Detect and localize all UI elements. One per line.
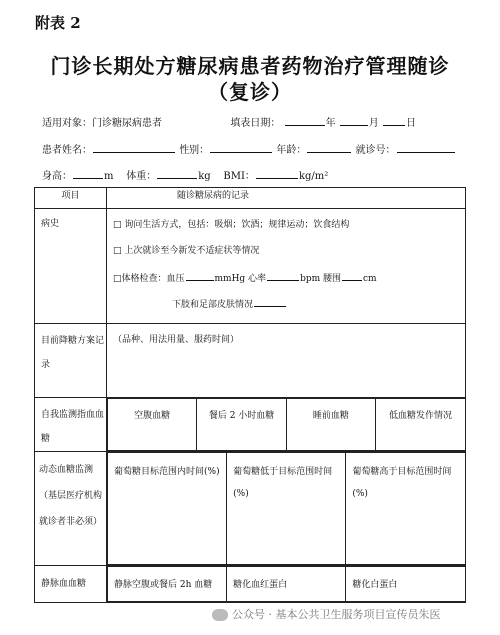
dynamic-monitor-grid <box>107 452 465 565</box>
weight-unit: kg <box>198 171 211 182</box>
form-title: 门诊长期处方糖尿病患者药物治疗管理随诊 <box>50 54 450 78</box>
watermark-text: 公众号 · 基本公共卫生服务项目宣传员朱医 <box>232 608 441 621</box>
foot-skin-label: 下肢和足部皮肤情况 <box>172 300 254 310</box>
current-plan-cell[interactable]: （品种、用法用量、服药时间） <box>107 324 466 398</box>
foot-skin-field[interactable] <box>254 295 286 307</box>
wechat-icon <box>212 609 228 621</box>
height-field[interactable] <box>73 167 103 179</box>
waist-unit: cm <box>362 274 377 284</box>
history-line-exam[interactable] <box>113 269 377 284</box>
patient-name-field[interactable] <box>93 141 175 153</box>
patient-row <box>42 141 456 156</box>
height-unit: m <box>104 171 114 182</box>
day-field[interactable] <box>383 114 405 126</box>
dynamic-monitor-row <box>35 452 466 566</box>
history-row <box>35 209 466 324</box>
attachment-label: 附表 2 <box>35 14 81 32</box>
hypoglycemia-cell[interactable]: 低血糖发作情况 <box>376 399 465 451</box>
bp-field[interactable] <box>186 269 214 281</box>
bmi-field[interactable] <box>256 167 298 179</box>
month-label: 月 <box>368 118 379 129</box>
history-line-foot[interactable] <box>172 295 287 310</box>
bmi-label: BMI： <box>223 171 255 182</box>
self-monitor-grid <box>107 398 465 451</box>
exam-bp-label: □体格检查：血压 <box>113 274 185 284</box>
visit-no-field[interactable] <box>397 141 455 153</box>
history-line-symptoms[interactable]: □ 上次就诊至今新发不适症状等情况 <box>113 246 260 256</box>
applicable-row <box>42 114 416 129</box>
history-cell <box>107 209 466 324</box>
exam-waist-label: bpm 腰围 <box>300 274 341 284</box>
watermark <box>212 606 441 622</box>
measure-row <box>42 167 328 182</box>
self-monitor-row <box>35 398 466 452</box>
year-field[interactable] <box>285 114 325 126</box>
fill-date-label: 填表日期： <box>230 118 281 129</box>
gender-label: 性别： <box>179 145 210 156</box>
age-label: 年龄： <box>276 145 307 156</box>
day-label: 日 <box>405 118 416 129</box>
venous-row <box>35 566 466 603</box>
venous-grid <box>107 566 465 602</box>
history-label: 病史 <box>35 209 107 324</box>
header-item: 项目 <box>35 188 107 209</box>
followup-table <box>34 187 466 603</box>
tbr-cell[interactable]: 葡萄糖低于目标范围时间(%) <box>227 453 346 565</box>
venous-label: 静脉血血糖 <box>35 566 107 603</box>
month-field[interactable] <box>340 114 368 126</box>
tir-cell[interactable]: 葡萄糖目标范围内时间(%) <box>108 453 227 565</box>
table-header-row <box>35 188 466 209</box>
patient-name-label: 患者姓名： <box>42 145 92 156</box>
form-subtitle: （复诊） <box>208 80 292 104</box>
history-line-lifestyle[interactable]: □ 询问生活方式，包括：吸烟；饮酒；规律运动；饮食结构 <box>113 220 350 230</box>
current-plan-row <box>35 324 466 398</box>
venous-glucose-cell[interactable]: 静脉空腹或餐后 2h 血糖 <box>108 567 227 602</box>
hr-field[interactable] <box>267 269 299 281</box>
bmi-unit: kg/m² <box>298 171 329 182</box>
hba1c-cell[interactable]: 糖化血红蛋白 <box>227 567 346 602</box>
waist-field[interactable] <box>342 269 362 281</box>
fasting-glucose-cell[interactable]: 空腹血糖 <box>108 399 197 451</box>
weight-field[interactable] <box>157 167 197 179</box>
dynamic-monitor-label: 动态血糖监测（基层医疗机构就诊者非必须） <box>35 452 107 566</box>
gender-field[interactable] <box>210 141 272 153</box>
self-monitor-label: 自我监测指血血糖 <box>35 398 107 452</box>
age-field[interactable] <box>307 141 351 153</box>
year-label: 年 <box>325 118 336 129</box>
applicable-value: 门诊糖尿病患者 <box>92 118 162 129</box>
header-record: 随诊糖尿病的记录 <box>107 188 466 209</box>
weight-label: 体重： <box>126 171 157 182</box>
applicable-label: 适用对象： <box>42 118 92 129</box>
glycated-albumin-cell[interactable]: 糖化白蛋白 <box>346 567 465 602</box>
bedtime-glucose-cell[interactable]: 睡前血糖 <box>286 399 375 451</box>
exam-hr-label: mmHg 心率 <box>214 274 267 284</box>
height-label: 身高： <box>42 171 72 182</box>
visit-no-label: 就诊号： <box>355 145 396 156</box>
tar-cell[interactable]: 葡萄糖高于目标范围时间(%) <box>346 453 465 565</box>
current-plan-label: 目前降糖方案记录 <box>35 324 107 398</box>
postmeal-glucose-cell[interactable]: 餐后 2 小时血糖 <box>197 399 286 451</box>
